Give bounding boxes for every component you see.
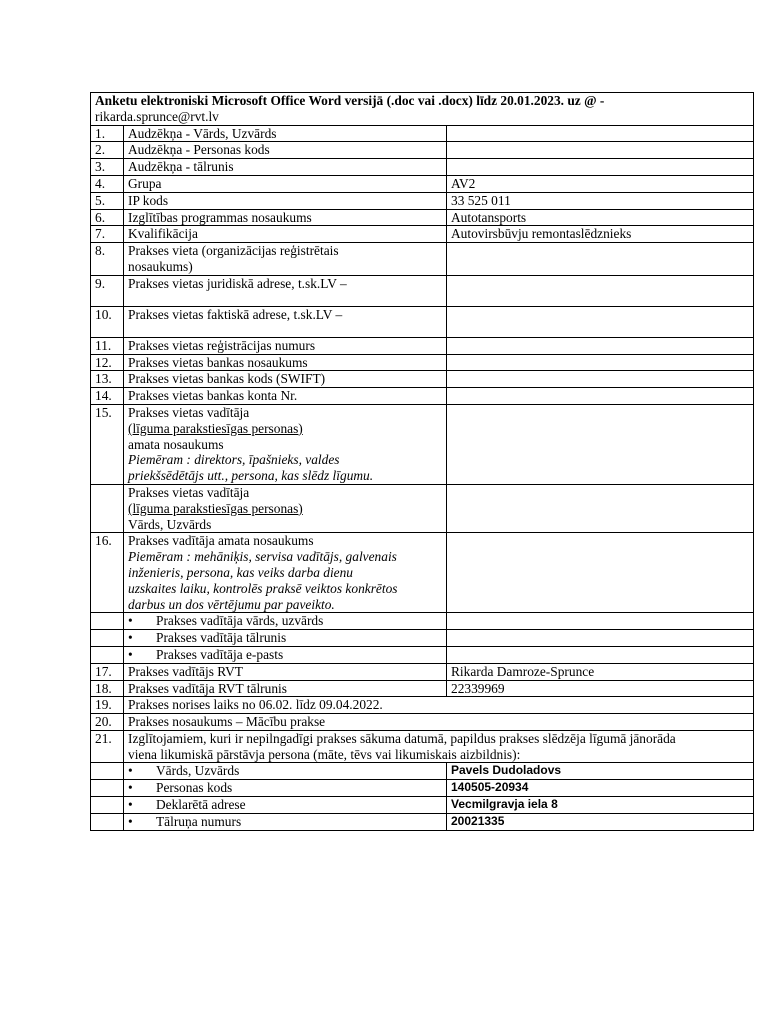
table-row [91,209,754,226]
table-row [91,142,754,159]
row-example-text: Piemēram : mehāniķis, servisa vadītājs, galvenais [128,549,397,565]
row-label [124,484,447,532]
row-label: Audzēkņa - tālrunis [124,159,447,176]
row-number: 6. [91,209,124,226]
row-label-line: Prakses vietas vadītāja [128,404,250,420]
row-value-field[interactable] [447,630,754,647]
table-row [91,714,754,731]
row-number [91,763,124,780]
row-label: Grupa [124,175,447,192]
row-number [91,484,124,532]
row-label: Izglītības programmas nosaukums [124,209,447,226]
row-label-line: Vārds, Uzvārds [128,516,212,532]
table-row [91,226,754,243]
row-value-field[interactable] [447,613,754,630]
row-label-line: viena likumiskā pārstāvja persona (māte, tēvs vai likumiskais aizbildnis): [128,746,521,762]
table-row [91,159,754,176]
row-label: Prakses vietas bankas nosaukums [124,354,447,371]
bullet-icon: • [128,763,133,779]
row-number: 11. [91,337,124,354]
row-value-field[interactable] [447,354,754,371]
row-label-line: Prakses vietas vadītāja [128,484,250,500]
row-value-field[interactable]: Pavels Dudoladovs [447,763,754,780]
table-row [91,763,754,780]
table-row [91,533,754,613]
header-email: rikarda.sprunce@rvt.lv [95,108,219,124]
bullet-icon: • [128,613,133,629]
table-row [91,125,754,142]
row-label: Prakses vietas faktiskā adrese, t.sk.LV – [124,306,447,337]
row-number: 7. [91,226,124,243]
row-label: Kvalifikācija [124,226,447,243]
row-label: Prakses norises laiks no 06.02. līdz 09.04.2022. [124,697,754,714]
row-value-field[interactable]: 140505-20934 [447,780,754,797]
row-value-field[interactable] [447,243,754,276]
row-value-field[interactable] [447,388,754,405]
table-row [91,646,754,663]
row-value-field[interactable] [447,404,754,484]
row-label: Prakses vadītājs RVT [124,663,447,680]
table-row [91,175,754,192]
row-label-line: (līguma parakstiesīgas personas) [128,420,303,436]
row-number: 2. [91,142,124,159]
row-label: Prakses vadītāja RVT tālrunis [124,680,447,697]
row-value-field[interactable]: Autotansports [447,209,754,226]
row-number: 18. [91,680,124,697]
row-label-text: Tālruņa numurs [156,813,242,829]
row-example-text: Piemēram : direktors, īpašnieks, valdes [128,452,340,468]
form-header-row [91,93,754,126]
bullet-icon: • [128,780,133,796]
row-value-field[interactable] [447,275,754,306]
row-value-field[interactable] [447,646,754,663]
table-row [91,613,754,630]
row-label: Prakses vietas bankas konta Nr. [124,388,447,405]
row-label [124,243,447,276]
table-row [91,192,754,209]
row-value-field[interactable] [447,337,754,354]
table-row [91,780,754,797]
row-label-text: Personas kods [156,780,233,796]
row-number: 14. [91,388,124,405]
row-number [91,613,124,630]
table-row [91,371,754,388]
row-label [124,646,447,663]
row-label: Prakses vietas reģistrācijas numurs [124,337,447,354]
row-label-line: (līguma parakstiesīgas personas) [128,500,303,516]
row-value-field[interactable]: Autovirsbūvju remontaslēdznieks [447,226,754,243]
row-value-field[interactable] [447,142,754,159]
table-row [91,388,754,405]
row-label-text: Prakses vadītāja e-pasts [156,646,284,662]
row-label-line: Prakses vieta (organizācijas reģistrētais [128,243,339,259]
bullet-icon: • [128,630,133,646]
row-value-field[interactable]: Vecmilgravja iela 8 [447,797,754,814]
row-value-field[interactable] [447,484,754,532]
row-value-field[interactable] [447,371,754,388]
row-number: 9. [91,275,124,306]
row-label-text: Prakses vadītāja tālrunis [156,630,287,646]
table-row [91,630,754,647]
row-value-field[interactable]: 33 525 011 [447,192,754,209]
row-label: Prakses vietas bankas kods (SWIFT) [124,371,447,388]
row-number: 19. [91,697,124,714]
row-label [124,533,447,613]
row-label [124,730,754,763]
table-row [91,404,754,484]
row-number: 17. [91,663,124,680]
row-number [91,646,124,663]
row-label-text: Vārds, Uzvārds [156,763,240,779]
row-number: 12. [91,354,124,371]
row-label-line: Izglītojamiem, kuri ir nepilngadīgi prakses sākuma datumā, papildus prakses slēdzēja līgumā jānorāda [128,730,676,746]
header-instructions: Anketu elektroniski Microsoft Office Word versijā (.doc vai .docx) līdz 20.01.2023. uz @ - [95,93,605,108]
bullet-icon: • [128,813,133,829]
row-label [124,780,447,797]
row-label: Audzēkņa - Vārds, Uzvārds [124,125,447,142]
internship-form-table [90,92,754,831]
table-row [91,730,754,763]
row-number: 13. [91,371,124,388]
row-number: 3. [91,159,124,176]
row-label [124,613,447,630]
table-row [91,275,754,306]
row-label [124,630,447,647]
row-number: 16. [91,533,124,613]
row-label [124,763,447,780]
row-label: Prakses vietas juridiskā adrese, t.sk.LV – [124,275,447,306]
row-number: 1. [91,125,124,142]
table-row [91,354,754,371]
table-row [91,680,754,697]
row-number [91,630,124,647]
row-number: 5. [91,192,124,209]
table-row [91,306,754,337]
table-row [91,813,754,830]
row-number: 10. [91,306,124,337]
row-label [124,813,447,830]
row-example-text: uzskaites laiku, kontrolēs praksē veiktos konkrētos [128,580,398,596]
row-value-field[interactable] [447,159,754,176]
row-number: 15. [91,404,124,484]
row-value-field[interactable] [447,533,754,613]
row-value-field[interactable] [447,306,754,337]
row-number [91,797,124,814]
row-example-text: inženieris, persona, kas veiks darba dienu [128,564,354,580]
row-value-field[interactable]: AV2 [447,175,754,192]
row-label: IP kods [124,192,447,209]
table-row [91,697,754,714]
table-row [91,243,754,276]
table-row [91,797,754,814]
row-value-field[interactable]: 20021335 [447,813,754,830]
table-row [91,663,754,680]
row-value-field[interactable]: Rikarda Damroze-Sprunce [447,663,754,680]
row-label-line: Prakses vadītāja amata nosaukums [128,533,314,549]
row-example-text: priekšsēdētājs utt., persona, kas slēdz līgumu. [128,468,374,484]
row-number [91,813,124,830]
row-number [91,780,124,797]
row-number: 20. [91,714,124,731]
row-number: 4. [91,175,124,192]
table-row [91,484,754,532]
row-number: 21. [91,730,124,763]
row-number: 8. [91,243,124,276]
row-label-line: nosaukums) [128,258,193,274]
row-label [124,797,447,814]
row-value-field[interactable]: 22339969 [447,680,754,697]
row-label: Prakses nosaukums – Mācību prakse [124,714,754,731]
row-label-text: Deklarētā adrese [156,797,246,813]
row-label-line: amata nosaukums [128,436,224,452]
row-label: Audzēkņa - Personas kods [124,142,447,159]
bullet-icon: • [128,797,133,813]
row-label-text: Prakses vadītāja vārds, uzvārds [156,613,324,629]
row-value-field[interactable] [447,125,754,142]
row-label [124,404,447,484]
row-example-text: darbus un dos vērtējumu par paveikto. [128,596,335,612]
table-row [91,337,754,354]
bullet-icon: • [128,646,133,662]
